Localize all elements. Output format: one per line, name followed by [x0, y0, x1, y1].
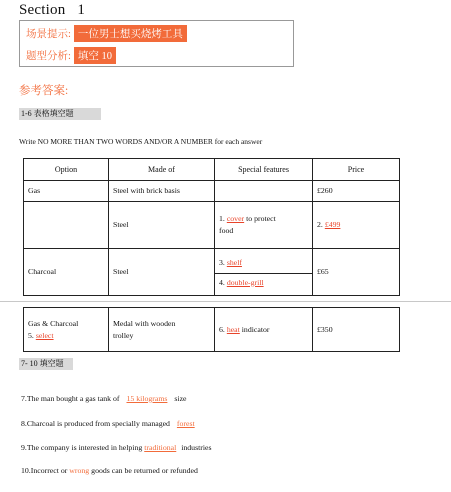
answer-text: select	[35, 330, 54, 340]
features-subcell	[215, 254, 312, 274]
made-of-cell: Steel	[109, 249, 215, 296]
table-row	[24, 308, 400, 352]
answer-table	[23, 158, 400, 296]
made-of-text: Medal with wooden	[113, 318, 176, 328]
question-text: 7.The man bought a gas tank of	[21, 394, 120, 403]
section-number: 1	[77, 2, 86, 18]
question-text: 10.Incorrect or	[21, 466, 68, 475]
features-text: to protect	[246, 214, 276, 224]
question-type-value: 填空 10	[74, 47, 116, 64]
features-text: food	[219, 226, 234, 235]
question-type-row	[26, 47, 116, 64]
answer-table-continued	[23, 307, 400, 352]
question-text: 9.The company is interested in helping	[21, 443, 143, 452]
price-cell: £65	[313, 249, 400, 296]
part1-label: 1-6 表格填空题	[19, 108, 101, 120]
question-type-label: 题型分析:	[26, 51, 71, 62]
question-text: industries	[181, 443, 212, 452]
answer-text: forest	[176, 419, 195, 428]
answer-text: traditional	[144, 443, 177, 452]
section-label: Section	[19, 2, 66, 18]
answer-text: cover	[226, 214, 245, 224]
option-text: Gas & Charcoal	[28, 318, 79, 328]
question-number: 2.	[317, 220, 323, 230]
answer-text: double-grill	[226, 277, 264, 287]
question-number: 1.	[219, 214, 225, 224]
section-title	[19, 2, 85, 19]
answer-text: shelf	[226, 257, 242, 267]
answer-text: wrong	[69, 466, 90, 475]
instruction-text: Write NO MORE THAN TWO WORDS AND/OR A NUMBER for each answer	[19, 137, 263, 146]
table-header-row	[24, 159, 400, 181]
features-subcell	[215, 274, 312, 291]
option-cell: Charcoal	[24, 249, 109, 296]
answer-text: heat	[226, 324, 240, 334]
question-7	[21, 394, 187, 403]
header-price: Price	[313, 159, 400, 181]
question-number: 6.	[219, 324, 225, 334]
scene-value: 一位男士想买烧烤工具	[74, 25, 187, 42]
features-cell	[215, 249, 313, 296]
question-8	[21, 419, 195, 428]
header-made-of: Made of	[109, 159, 215, 181]
question-text: 8.Charcoal is produced from specially managed	[21, 419, 170, 428]
scene-row	[26, 25, 187, 42]
question-text: size	[174, 394, 187, 403]
made-of-cell	[109, 308, 215, 352]
page-divider	[0, 301, 451, 302]
table-row	[24, 249, 400, 296]
features-cell	[215, 202, 313, 249]
made-of-cell: Steel with brick basis	[109, 181, 215, 202]
part2-label: 7- 10 填空题	[19, 358, 73, 370]
price-cell: £350	[313, 308, 400, 352]
made-of-text: trolley	[113, 330, 134, 340]
question-10	[21, 466, 198, 475]
table-row	[24, 181, 400, 202]
scene-label: 场景提示:	[26, 29, 71, 40]
option-cell	[24, 308, 109, 352]
answers-title: 参考答案:	[19, 85, 69, 97]
question-number: 3.	[219, 257, 225, 267]
question-9	[21, 443, 212, 452]
option-cell: Gas	[24, 181, 109, 202]
header-option: Option	[24, 159, 109, 181]
price-cell	[313, 202, 400, 249]
option-cell	[24, 202, 109, 249]
answer-text: 15 kilograms	[126, 394, 168, 403]
table-row	[24, 202, 400, 249]
header-special-features: Special features	[215, 159, 313, 181]
price-cell: £260	[313, 181, 400, 202]
scene-info-box	[19, 20, 294, 67]
question-number: 5.	[28, 330, 34, 340]
answer-text: £499	[324, 220, 341, 230]
features-text: indicator	[241, 324, 270, 334]
features-cell	[215, 181, 313, 202]
question-text: goods can be returned or refunded	[91, 466, 198, 475]
question-number: 4.	[219, 277, 225, 287]
features-cell	[215, 308, 313, 352]
made-of-cell: Steel	[109, 202, 215, 249]
